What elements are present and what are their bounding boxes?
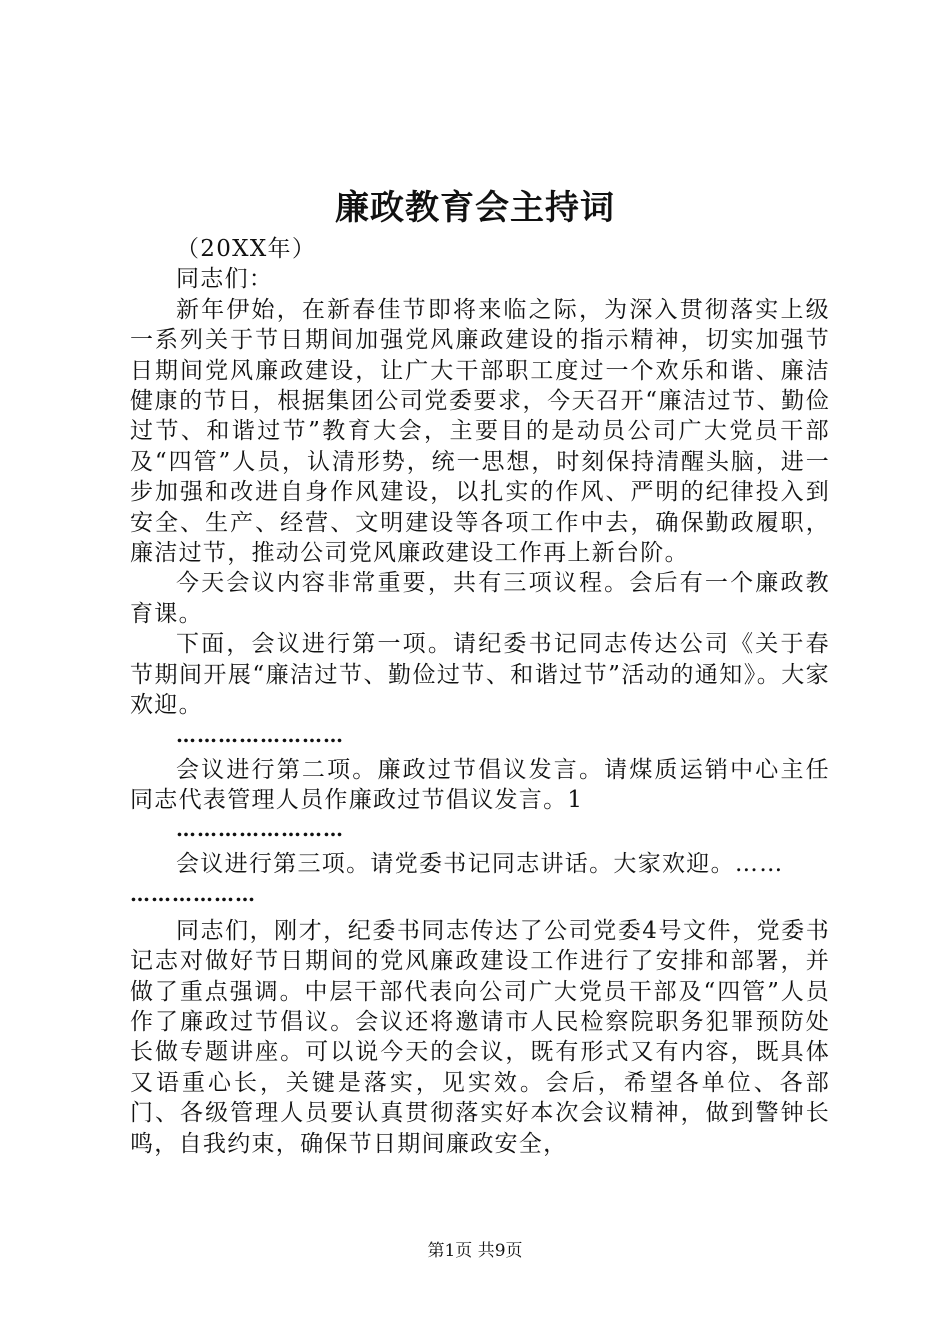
ellipsis-separator-2: …………………… xyxy=(176,817,344,842)
paragraph-item-2: 会议进行第二项。廉政过节倡议发言。请煤质运销中心主任同志代表管理人员作廉政过节倡议发言。1 xyxy=(130,756,830,813)
document-body xyxy=(130,234,830,1159)
document-title: 廉政教育会主持词 xyxy=(335,188,615,228)
paragraph-item-1: 下面，会议进行第一项。请纪委书记同志传达公司《关于春节期间开展“廉洁过节、勤俭过节、和谐过节”活动的通知》。大家欢迎。 xyxy=(130,631,830,719)
paragraph-agenda: 今天会议内容非常重要，共有三项议程。会后有一个廉政教育课。 xyxy=(130,570,830,627)
page-number: 第1页 共9页 xyxy=(427,1241,523,1261)
ellipsis-separator-1: …………………… xyxy=(176,722,344,747)
ellipsis-separator-3: ……………… xyxy=(130,881,256,906)
paragraph-item-3: 会议进行第三项。请党委书记同志讲话。大家欢迎。…… xyxy=(176,851,784,878)
year-line: （20XX年） xyxy=(176,236,317,262)
paragraph-intro: 新年伊始，在新春佳节即将来临之际，为深入贯彻落实上级一系列关于节日期间加强党风廉政建设的指示精神，切实加强节日期间党风廉政建设，让广大干部职工度过一个欢乐和谐、廉洁健康的节日，根据集团公司党委要求，今天召开“廉洁过节、勤俭过节、和谐过节”教育大会，主要目的是动员公司广大党员干部及“四管”人员，认清形势，统一思想，时刻保持清醒头脑，进一步加强和改进自身作风建设，以扎实的作风、严明的纪律投入到安全、生产、经营、文明建设等各项工作中去，确保勤政履职，廉洁过节，推动公司党风廉政建设工作再上新台阶。 xyxy=(130,296,830,567)
paragraph-closing: 同志们，刚才，纪委书同志传达了公司党委4号文件，党委书记志对做好节日期间的党风廉政建设工作进行了安排和部署，并做了重点强调。中层干部代表向公司广大党员干部及“四管”人员作了廉政过节倡议。会议还将邀请市人民检察院职务犯罪预防处长做专题讲座。可以说今天的会议，既有形式又有内容，既具体又语重心长，关键是落实，见实效。会后，希望各单位、各部门、各级管理人员要认真贯彻落实好本次会议精神，做到警钟长鸣，自我约束，确保节日期间廉政安全， xyxy=(130,917,830,1157)
greeting: 同志们： xyxy=(176,266,274,293)
